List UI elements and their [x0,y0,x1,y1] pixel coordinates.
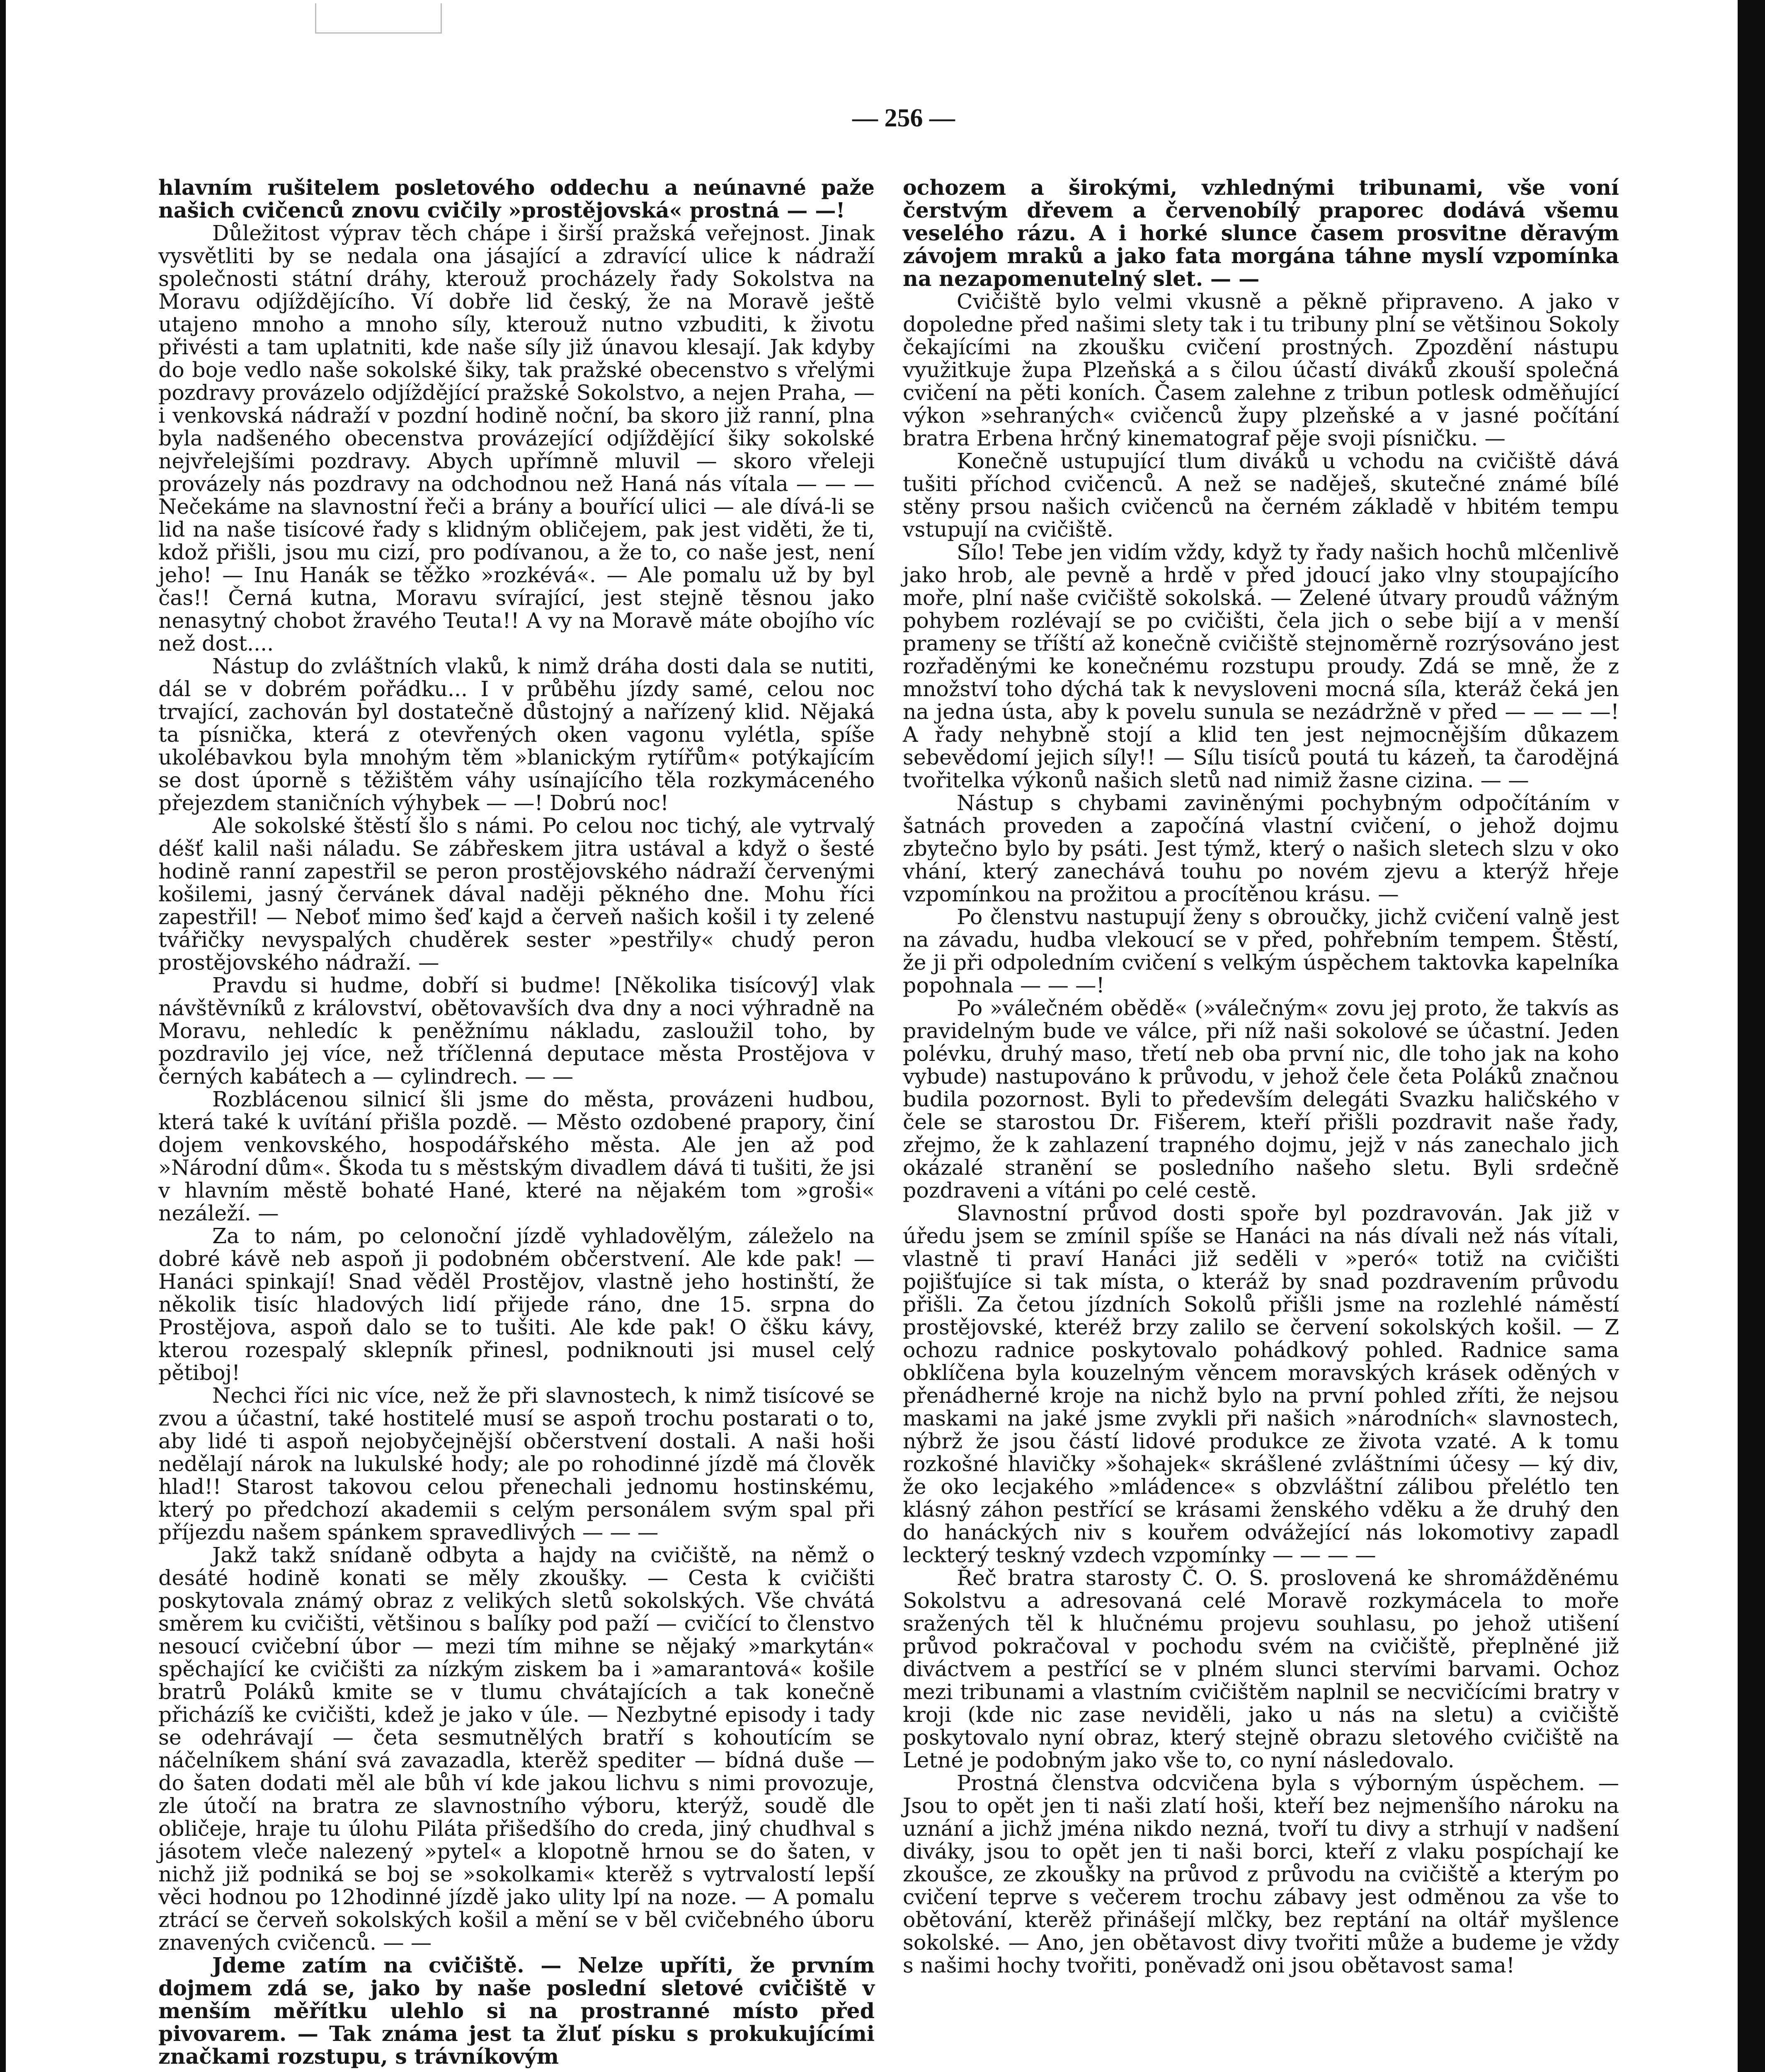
text-column-left [158,176,875,2068]
paragraph: Slavnostní průvod dosti spoře byl pozdravován. Jak již v úředu jsem se zmínil spíše se Hanáci na nás dívali než nás vítali, vlastně ti praví Hanáci již seděli v »peró« totiž na cvičišti pojišťujíce si tak místa, o kteráž by snad pozdravením průvodu přišli. Za četou jízdních Sokolů přišli jsme na rozlehlé náměstí prostějovské, kteréž brzy zalilo se červení sokolských košil. — Z ochozu radnice poskytovalo pohádkový pohled. Radnice sama obklíčena byla kouzelným věncem moravských krásek oděných v přenádherné kroje na nichž bylo na první pohled zříti, že nejsou maskami na jaké jsme zvykli při našich »národních« slavnostech, nýbrž že jsou částí lidové produkce ze života vzaté. A k tomu rozkošné hlavičky »šohajek« skrášlené zvláštními účesy — ký div, že oko lecjakého »mládence« s obzvláštní zálibou přelétlo ten klásný záhon pestřící se krásami ženského vděku a že druhý den do hanáckých niv s kouřem odvážející nás lokomotivy zapadl leckterý teskný vzdech vzpomínky — — — — [903,1201,1619,1567]
paragraph: Za to nám, po celonoční jízdě vyhladovělým, záleželo na dobré kávě neb aspoň ji podobném občerstvení. Ale kde pak! — Hanáci spinkají! Snad věděl Prostějov, vlastně jeho hostinští, že několik tisíc hladových lidí přijede ráno, dne 15. srpna do Prostějova, aspoň dalo se to tušiti. Ale kde pak! O čšku kávy, kterou rozespalý sklepník přinesl, podniknouti jsi musel celý pětiboj! [158,1224,875,1385]
paragraph: Po »válečném obědě« (»válečným« zovu jej proto, že takvís as pravidelným bude ve válce, při níž naši sokolové se účastní. Jeden polévku, druhý maso, třetí neb oba první nic, dle toho jak na koho vybude) nastupováno k průvodu, v jehož čele četa Poláků značnou budila pozornost. Byli to především delegáti Svazku haličského v čele se starostou Dr. Fišerem, kteří přišli pozdravit naše řady, zřejmo, že k zahlazení trapného dojmu, jejž v nás zanechalo jich okázalé stranění se posledního našeho sletu. Byli srdečně pozdraveni a vítáni po celé cestě. [903,996,1619,1203]
scan-border-left [0,0,6,2072]
paragraph: Nástup s chybami zaviněnými pochybným odpočítáním v šatnách proveden a započíná vlastní cvičení, o jehož dojmu zbytečno bylo by psáti. Jest týmž, který o našich sletech slzu v oko vhání, který zanechává touhu po novém zjevu a kterýž hřeje vzpomínkou na prožitou a procítěnou krásu. — [903,791,1619,906]
paragraph: Rozblácenou silnicí šli jsme do města, provázeni hudbou, která také k uvítání přišla pozdě. — Město ozdobené prapory, činí dojem venkovského, hospodářského města. Ale jen až pod »Národní dům«. Škoda tu s městským divadlem dává ti tušiti, že jsi v hlavním městě bohaté Hané, které na nějakém tom »groši« nezáleží. — [158,1087,875,1225]
paragraph: Nechci říci nic více, než že při slavnostech, k nimž tisícové se zvou a účastní, také hostitelé musí se aspoň trochu postarati o to, aby lidé ti aspoň nejobyčejnější občerstvení dostali. A naši hoši nedělají nárok na lukulské hody; ale po rohodinné jízdě má člověk hlad!! Starost takovou celou přenechali jednomu hostinskému, který po předchozí akademii s celým personálem svým spal při příjezdu našem spánkem spravedlivých — — — [158,1383,875,1544]
paragraph: Sílo! Tebe jen vidím vždy, když ty řady našich hochů mlčenlivě jako hrob, ale pevně a hrdě v před jdoucí jako vlny stoupajícího moře, plní naše cvičiště sokolská. — Zelené útvary proudů vážným pohybem rozlévají se po cvičišti, čela jich o sebe bijí a v menší prameny se tříští až konečně cvičiště stejnoměrně rozrýsováno jest rozřaděnými ke konečnému rozstupu proudy. Zdá se mně, že z množství toho dýchá tak k nevysloveni mocná síla, kteráž čeká jen na jedna ústa, aby k povelu sunula se nezádržně v před — — — —! A řady nehybně stojí a klid ten jest nejmocnějším důkazem sebevědomí jejich síly!! — Sílu tisíců poutá tu kázeň, ta čarodějná tvořitelka výkonů našich sletů nad nimiž žasne cizina. — — [903,540,1619,792]
scan-border-right [1738,0,1765,2072]
paragraph: Jdeme zatím na cvičiště. — Nelze upříti, že prvním dojmem zdá se, jako by naše poslední sletové cvičiště v menším měřítku ulehlo si na prostranné místo před pivovarem. — Tak známa jest ta žluť písku s prokukujícími značkami rozstupu, s trávníkovým [158,1953,875,2069]
paragraph: Konečně ustupující tlum diváků u vchodu na cvičiště dává tušiti příchod cvičenců. A než se naděješ, skutečné známé bílé stěny prsou našich cvičenců na černém základě v hbitém tempu vstupují na cvičiště. [903,449,1619,542]
paragraph: hlavním rušitelem posletového oddechu a neúnavné paže našich cvičenců znovu cvičily »prostějovská« prostná — —! [158,175,875,223]
paragraph: Pravdu si hudme, dobří si budme! [Několika tisícový] vlak návštěvníků z království, obětovavších dva dny a noci výhradně na Moravu, nehledíc k peněžnímu nákladu, zasloužil toho, by pozdravilo jej více, než tříčlenná deputace města Prostějova v černých kabátech a — cylindrech. — — [158,973,875,1089]
paragraph: Cvičiště bylo velmi vkusně a pěkně připraveno. A jako v dopoledne před našimi slety tak i tu tribuny plní se většinou Sokoly čekajícími na zkoušku cvičení prostných. Zpozdění nástupu využitkuje župa Plzeňská a s čilou účastí diváků zkouší společná cvičení na pěti koních. Časem zalehne z tribun potlesk odměňující výkon »sehraných« cvičenců župy plzeňské a v jasné počítání bratra Erbena hrčný kinematograf pěje svoji písničku. — [903,289,1619,450]
paragraph: Řeč bratra starosty Č. O. S. proslovená ke shromážděnému Sokolstvu a adresovaná celé Moravě rozkymácela to moře sražených těl k hlučnému projevu souhlasu, po jehož utišení průvod pokračoval v pochodu svém na cvičiště, přeplněné již diváctvem a pestřící se v plném slunci stervími barvami. Ochoz mezi tribunami a vlastním cvičištěm naplnil se necvičícími bratry v kroji (kde nic zase neviděli, jako u nás na sletu) a cvičiště poskytovalo nyní obraz, který stejně obrazu sletového cvičiště na Letné je podobným jako vše to, co nyní následovalo. [903,1566,1619,1772]
paragraph: Prostná členstva odcvičena byla s výborným úspěchem. — Jsou to opět jen ti naši zlatí hoši, kteří bez nejmenšího nároku na uznání a jichž jména nikdo nezná, tvoří tu divy a strhují v nadšení diváky, jsou to opět jen ti naši borci, kteří z vlaku pospíchají ke zkoušce, ze zkoušky na průvod z průvodu na cvičiště a kterým po cvičení teprve s večerem trochu zábavy jest odměnou za vše to obětování, kterěž přinášejí mlčky, bez reptání na oltář myšlence sokolské. — Ano, jen obětavost divy tvořiti může a budeme je vždy s našimi hochy tvořiti, poněvadž oni jsou obětavost sama! [903,1771,1619,1978]
paragraph: Po členstvu nastupují ženy s obroučky, jichž cvičení valně jest na závadu, hudba vlekoucí se v před, pohřebním tempem. Štěstí, že ji při odpoledním cvičení s velkým úspěchem taktovka kapelníka popohnala — — —! [903,905,1619,997]
text-column-right [903,176,1619,1977]
paragraph: Ale sokolské štěstí šlo s námi. Po celou noc tichý, ale vytrvalý déšť kalil naši náladu. Se zábřeskem jitra ustával a když o šesté hodině ranní zapestřil se peron prostějovského nádraží červenými košilemi, jasný červánek dával naději pěkného dne. Mohu říci zapestřil! — Neboť mimo šeď kajd a červeň našich košil i ty zelené tvářičky nevyspalých chuděrek sester »pestřily« chudý peron prostějovského nádraží. — [158,813,875,975]
scan-clip-mark [315,3,442,34]
paragraph: Důležitost výprav těch chápe i širší pražská veřejnost. Jinak vysvětliti by se nedala ona jásající a zdravící ulice k nádraží společnosti státní dráhy, kterouž procházely řady Sokolstva na Moravu odjíždějícího. Ví dobře lid český, že na Moravě ještě utajeno mnoho a mnoho síly, kterouž nutno vzbuditi, k životu přivésti a tam uplatniti, kde naše síly již únavou klesají. Jak kdyby do boje vedlo naše sokolské šiky, tak pražské obecenstvo s vřelými pozdravy provázelo odjíždějící pražské Sokolstvo, a nejen Praha, — i venkovská nádraží v pozdní hodině noční, ba skoro již ranní, plna byla nadšeného obecenstva provázející odjíždějící šiky sokolské nejvřelejšími pozdravy. Abych upřímně mluvil — skoro vřeleji provázely nás pozdravy na odchodnou než Haná nás vítala — — — Nečekáme na slavnostní řeči a brány a bouřící ulici — ale dívá-li se lid na naše tisícové řady s klidným obličejem, pak jest viděti, že ti, kdož přišli, jsou mu cizí, pro podívanou, a že to, co naše jest, není jeho! — Inu Hanák se těžko »rozkévá«. — Ale pomalu už by byl čas!! Černá kutna, Moravu svírající, jest stejně těsnou jako nenasytný chobot žravého Teuta!! A vy na Moravě máte obojího víc než dost.... [158,221,875,656]
paragraph: ochozem a širokými, vzhlednými tribunami, vše voní čerstvým dřevem a červenobílý praporec dodává všemu veselého rázu. A i horké slunce časem prosvitne děravým závojem mraků a jako fata morgána táhne myslí vzpomínka na nezapomenutelný slet. — — [903,175,1619,291]
paragraph: Nástup do zvláštních vlaků, k nimž dráha dosti dala se nutiti, dál se v dobrém pořádku... I v průběhu jízdy samé, celou noc trvající, zachován byl dostatečně důstojný a nařízený klid. Nějaká ta písnička, která z otevřených oken vagonu vylétla, spíše ukolébavkou byla mnohým těm »blanickým rytířům« potýkajícím se dost úporně s těžištěm váhy usínajícího těla rozkymáceného přejezdem staničních výhybek — —! Dobrú noc! [158,654,875,815]
page-number: — 256 — [852,104,955,132]
paragraph: Jakž takž snídaně odbyta a hajdy na cvičiště, na němž o desáté hodině konati se měly zkoušky. — Cesta k cvičišti poskytovala známý obraz z velikých sletů sokolských. Vše chvátá směrem ku cvičišti, většinou s balíky pod paží — cvičící to členstvo nesoucí cvičební úbor — mezi tím mihne se nějaký »markytán« spěchající ke cvičišti za nízkým ziskem ba i »amarantová« košile bratrů Poláků kmite se v tlumu chvátajících a tak konečně přicházíš ke cvičišti, kdež je jako v úle. — Nezbytné episody i tady se odehrávají — četa sesmutnělých bratří s kohoutícím se náčelníkem shání svá zavazadla, kterěž spediter — bídná duše — do šaten dodati měl ale bůh ví kde jakou lichvu s nimi provozuje, zle útočí na bratra ze slavnostního výboru, kterýž, soudě dle obličeje, hraje tu úlohu Piláta přišedšího do creda, jiný chudhval s jásotem vleče nalezený »pytel« a klopotně hrnou se do šaten, v nichž již podniká se boj se »sokolkami« kterěž s vytrvalostí lepší věci hodnou po 12hodinné jízdě jako ulity lpí na noze. — A pomalu ztrácí se červeň sokolských košil a mění se v běl cvičebného úboru znavených cvičenců. — — [158,1543,875,1955]
